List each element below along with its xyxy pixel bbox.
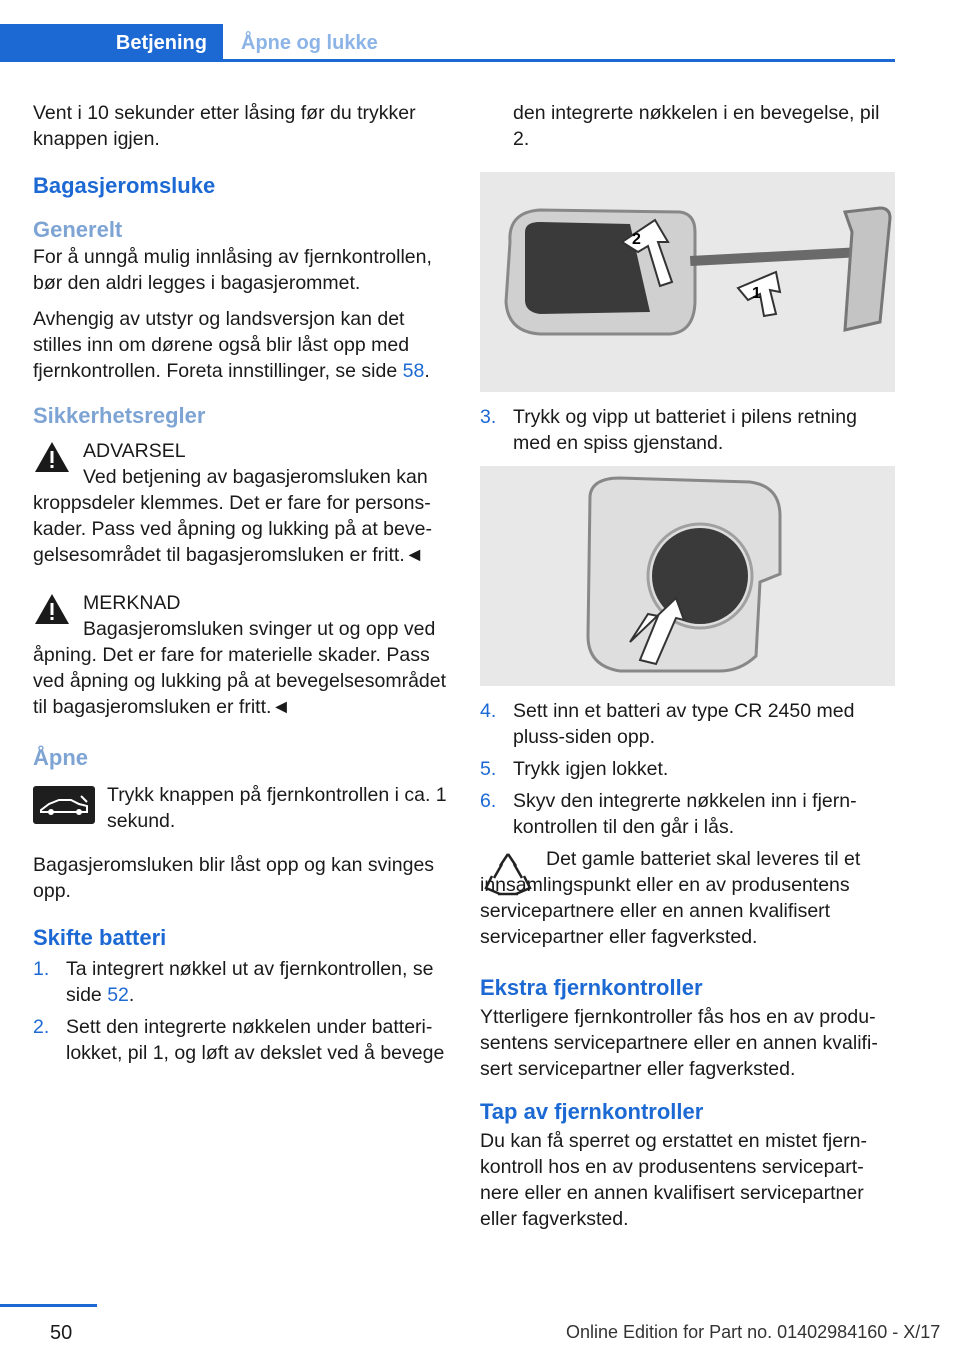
page-number: 50 xyxy=(50,1322,73,1344)
heading-sikkerhetsregler: Sikkerhetsregler xyxy=(33,403,206,428)
generelt-paragraph-1: For å unngå mulig innlåsing av fjernkontrollen, bør den aldri legges i bagasjerommet. xyxy=(33,246,432,294)
apne-paragraph: Bagasjeromsluken blir låst opp og kan svinges opp. xyxy=(33,854,435,902)
generelt-paragraph-2: Avhengig av utstyr og landsversjon kan det stilles inn om dørene også blir låst opp med fjernkontrollen. Foreta innstillinger, se side 58. xyxy=(33,308,430,382)
open-instruction xyxy=(33,782,448,834)
heading-apne: Åpne xyxy=(33,745,88,770)
notice-text: Bagasjeromsluken svinger ut og opp ved åpning. Det er fare for materielle skader. Pass ved åpning og lukking på at bevegelsesområdet til bagasjeromsluken er fritt.◄ xyxy=(33,618,447,718)
battery-steps-left xyxy=(33,956,448,1066)
tab-apne-og-lukke[interactable]: Åpne og lukke xyxy=(241,31,378,54)
notice-title: MERKNAD xyxy=(83,592,181,614)
warning-title: ADVARSEL xyxy=(83,440,186,462)
recycle-note xyxy=(480,846,895,950)
step-item: 5. Trykk igjen lokket. xyxy=(480,758,669,780)
recycle-text: Det gamle batteriet skal leveres til et innsamlingspunkt eller en av produsentens servicepartnere eller en annen kvalifisert servicepartner eller fagverksted. xyxy=(480,848,861,948)
step-item: 1. Ta integrert nøkkel ut av fjernkontrollen, se side 52. xyxy=(33,958,434,1006)
warning-block-merknad xyxy=(33,590,448,720)
open-button-text: Trykk knappen på fjernkontrollen i ca. 1 sekund. xyxy=(107,784,447,832)
key-removal-illustration xyxy=(480,172,895,392)
heading-bagasjeromsluke: Bagasjeromsluke xyxy=(33,173,216,198)
right-column xyxy=(480,100,895,1242)
header-divider xyxy=(0,59,895,62)
page-link-52[interactable]: 52 xyxy=(107,984,129,1006)
warning-triangle-icon xyxy=(33,592,71,626)
heading-generelt: Generelt xyxy=(33,217,123,242)
left-column xyxy=(33,100,448,1072)
step-item: 4. Sett inn et batteri av type CR 2450 med pluss-siden opp. xyxy=(480,700,855,748)
battery-steps-right-a xyxy=(480,404,895,456)
figure-label-2: 2 xyxy=(632,231,641,248)
figure-battery-eject xyxy=(480,466,895,686)
recycle-icon xyxy=(482,850,534,900)
step2-continued: den integrerte nøkkelen i en bevegelse, pil 2. xyxy=(513,102,880,150)
tab-betjening[interactable]: Betjening xyxy=(0,24,223,62)
figure-label-1: 1 xyxy=(752,285,761,302)
page-link-58[interactable]: 58 xyxy=(402,360,425,382)
heading-skifte-batteri: Skifte batteri xyxy=(33,925,167,950)
step-item: 6. Skyv den integrerte nøkkelen inn i fjernkontrollen til den går i lås. xyxy=(480,790,857,838)
page-header xyxy=(0,24,895,62)
battery-steps-right-b xyxy=(480,698,895,840)
warning-block-advarsel xyxy=(33,438,448,568)
heading-tap-av-fjernkontroller: Tap av fjernkontroller xyxy=(480,1099,704,1124)
step-item: 3. Trykk og vipp ut batteriet i pilens retning med en spiss gjenstand. xyxy=(480,406,857,454)
battery-eject-illustration xyxy=(480,466,895,686)
heading-ekstra-fjernkontroller: Ekstra fjernkontroller xyxy=(480,975,703,1000)
trunk-button-icon xyxy=(33,786,95,824)
step-item: 2. Sett den integrerte nøkkelen under batterilokket, pil 1, og løft av dekslet ved å bevege xyxy=(33,1016,445,1064)
warning-triangle-icon xyxy=(33,440,71,474)
footer-divider xyxy=(0,1304,97,1307)
edition-text: Online Edition for Part no. 01402984160 - X/17 xyxy=(566,1322,941,1342)
ekstra-paragraph: Ytterligere fjernkontroller fås hos en av produsentens servicepartnere eller en annen kvalifisert servicepartner eller fagverksted. xyxy=(480,1006,878,1080)
tap-paragraph: Du kan få sperret og erstattet en mistet fjernkontroll hos en av produsentens servicepartnere eller en annen kvalifisert servicepartner eller fagverksted. xyxy=(480,1130,867,1230)
figure-key-removal xyxy=(480,172,895,392)
intro-text: Vent i 10 sekunder etter låsing før du trykker knappen igjen. xyxy=(33,102,416,150)
warning-text: Ved betjening av bagasjeromsluken kan kroppsdeler klemmes. Det er fare for personskader. Pass ved åpning og lukking på at bevegelsesområdet til bagasjeromsluken er fritt.◄ xyxy=(33,466,432,566)
